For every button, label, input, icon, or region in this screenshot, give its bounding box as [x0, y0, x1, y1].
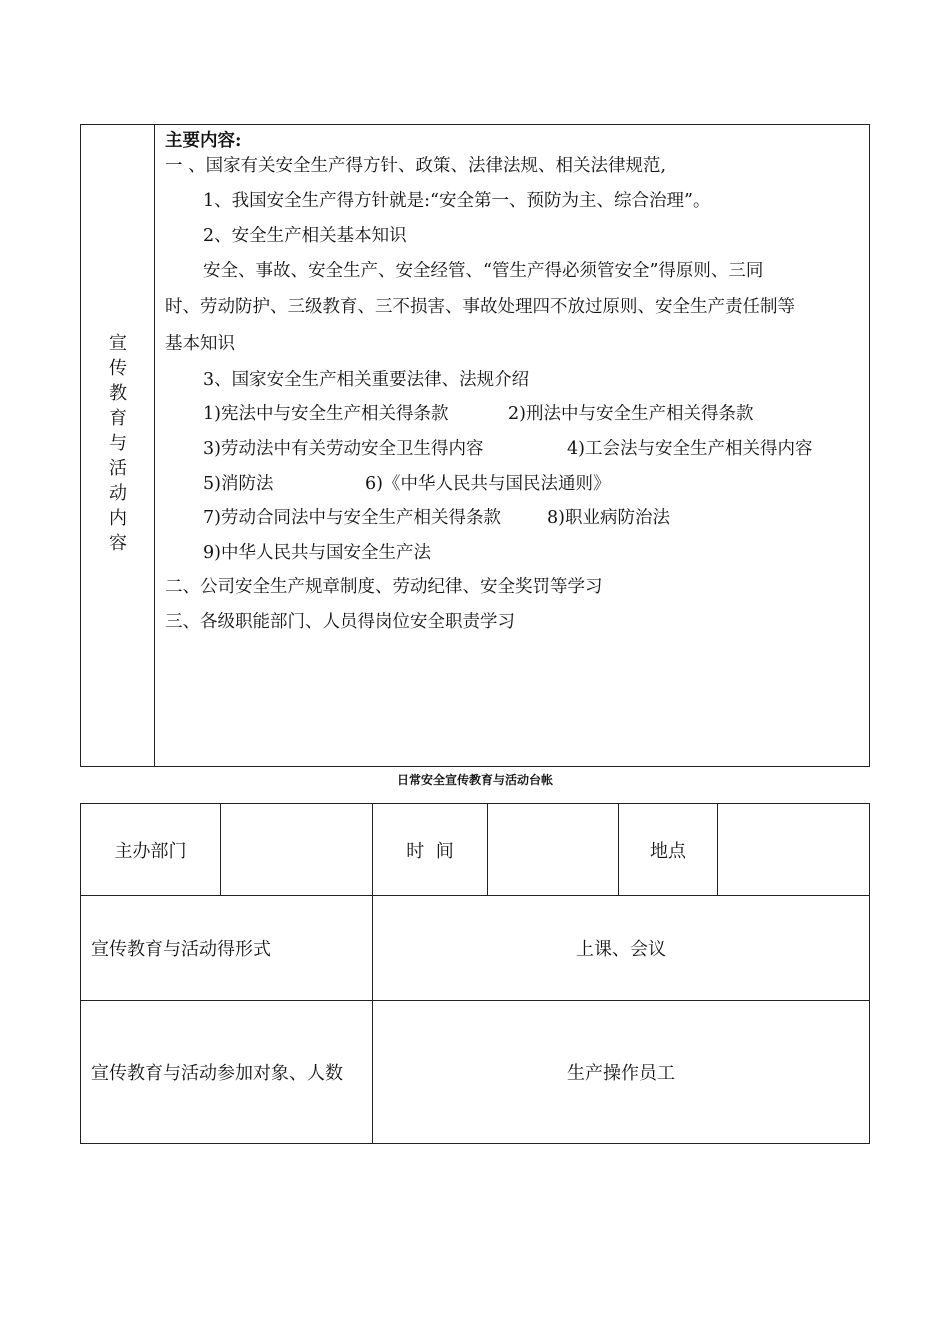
- side-label-char: 与: [109, 433, 127, 454]
- table-title: 日常安全宣传教育与活动台帐: [396, 773, 553, 787]
- side-label-char: 宣: [109, 333, 127, 354]
- time-label: 时 间: [406, 840, 454, 862]
- content-line: 三、各级职能部门、人员得岗位安全职责学习: [165, 612, 515, 632]
- side-label: [81, 331, 155, 556]
- law-item: 3)劳动法中有关劳动安全卫生得内容: [203, 439, 484, 459]
- time-value: [488, 804, 618, 895]
- form-label: 宣传教育与活动得形式: [91, 939, 271, 960]
- content-line: 2、安全生产相关基本知识: [203, 226, 407, 246]
- law-item: 7)劳动合同法中与安全生产相关得条款: [203, 508, 501, 528]
- organizer-value: [221, 804, 372, 895]
- law-item: 9)中华人民共与国安全生产法: [203, 543, 431, 563]
- content-heading: 主要内容:: [165, 131, 242, 151]
- content-line: 时、劳动防护、三级教育、三不损害、事故处理四不放过原则、安全生产责任制等: [165, 297, 795, 317]
- organizer-label: 主办部门: [114, 840, 187, 862]
- content-line: 二、公司安全生产规章制度、劳动纪律、安全奖罚等学习: [165, 577, 603, 597]
- content-line: 一 、国家有关安全生产得方针、政策、法律法规、相关法律规范,: [165, 156, 667, 176]
- form-value: 上课、会议: [576, 939, 666, 960]
- law-item: 5)消防法: [203, 474, 274, 494]
- content-line: 安全、事故、安全生产、安全经管、“管生产得必须管安全”得原则、三同: [203, 261, 764, 281]
- law-item: 8)职业病防治法: [547, 508, 670, 528]
- place-label: 地点: [650, 840, 686, 862]
- law-item: 1)宪法中与安全生产相关得条款: [203, 404, 449, 424]
- law-item: 2)刑法中与安全生产相关得条款: [508, 404, 754, 424]
- side-label-char: 教: [109, 383, 127, 404]
- activity-content-table: [80, 124, 870, 767]
- side-label-char: 内: [109, 508, 127, 529]
- participants-label: 宣传教育与活动参加对象、人数: [91, 1063, 343, 1084]
- content-line: 1、我国安全生产得方针就是:“安全第一、预防为主、综合治理”。: [203, 191, 711, 211]
- participants-value: 生产操作员工: [567, 1063, 675, 1084]
- side-label-char: 活: [109, 458, 127, 479]
- law-item: 6)《中华人民共与国民法通则》: [365, 474, 611, 494]
- law-item: 4)工会法与安全生产相关得内容: [567, 439, 813, 459]
- activity-record-table: [80, 803, 870, 1144]
- side-label-char: 容: [109, 533, 127, 554]
- side-label-char: 动: [109, 483, 127, 504]
- place-value: [718, 804, 869, 895]
- side-label-column: [81, 125, 155, 766]
- content-line: 3、国家安全生产相关重要法律、法规介绍: [203, 370, 530, 390]
- side-label-char: 传: [109, 358, 127, 379]
- content-line: 基本知识: [165, 334, 235, 354]
- side-label-char: 育: [109, 408, 127, 429]
